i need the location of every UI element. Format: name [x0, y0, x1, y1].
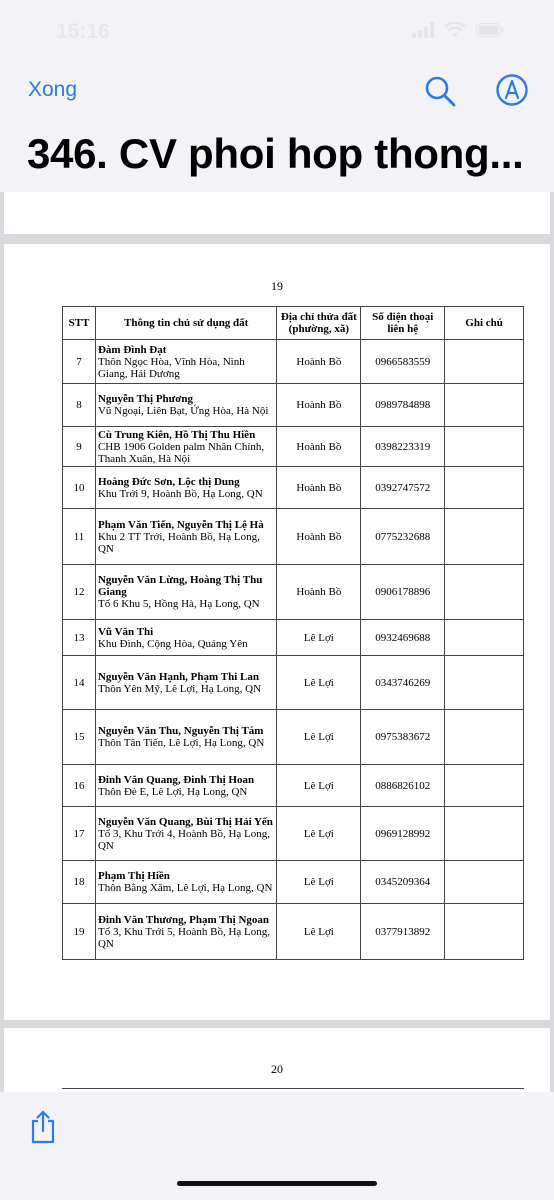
table-row: [63, 509, 524, 565]
cell-note: [445, 765, 524, 807]
cell-phone: 0343746269: [361, 656, 445, 710]
owner-name: Cù Trung Kiên, Hồ Thị Thu Hiền: [97, 428, 256, 441]
owner-name: Đinh Văn Quang, Đinh Thị Hoan: [97, 773, 255, 786]
cell-owner: [95, 467, 276, 509]
cell-owner: [95, 565, 276, 620]
cell-note: [445, 620, 524, 656]
cell-ward: Lê Lợi: [277, 861, 361, 904]
owner-address: Thôn Ngọc Hòa, Vĩnh Hòa, Ninh Giang, Hải Dương: [97, 355, 245, 380]
cell-ward: Lê Lợi: [277, 904, 361, 960]
cell-ward: Hoành Bồ: [277, 340, 361, 384]
cell-note: [445, 509, 524, 565]
cell-owner: [95, 710, 276, 765]
table-row: [63, 656, 524, 710]
table-header-row: [63, 307, 524, 340]
owner-address: Khu Đình, Cộng Hòa, Quảng Yên: [97, 637, 248, 650]
cell-owner: [95, 384, 276, 427]
wifi-icon: [444, 22, 466, 38]
table-row: [63, 807, 524, 861]
table-row: [63, 384, 524, 427]
cell-phone: 0966583559: [361, 340, 445, 384]
cell-stt: 9: [63, 427, 96, 467]
owner-address: Thôn Bằng Xăm, Lê Lợi, Hạ Long, QN: [97, 882, 273, 894]
cell-ward: Lê Lợi: [277, 620, 361, 656]
pdf-page-previous: [4, 192, 550, 234]
battery-icon: [476, 23, 504, 37]
pdf-viewer[interactable]: [0, 192, 554, 1092]
cell-owner: [95, 656, 276, 710]
markup-icon[interactable]: [495, 73, 529, 107]
cell-phone: 0989784898: [361, 384, 445, 427]
cell-owner: [95, 620, 276, 656]
owner-name: Nguyễn Thị Phương: [97, 393, 193, 405]
cell-stt: 7: [63, 340, 96, 384]
cell-owner: [95, 904, 276, 960]
page-number-next: 20: [271, 1062, 283, 1076]
cell-stt: 12: [63, 565, 96, 620]
cell-note: [445, 710, 524, 765]
owner-address: Tổ 3, Khu Trới 5, Hoành Bồ, Hạ Long, QN: [97, 925, 271, 950]
owner-name: Phạm Thị Hiền: [97, 870, 170, 882]
cell-phone: 0906178896: [361, 565, 445, 620]
owners-table: [62, 306, 524, 960]
nav-bar: [0, 66, 554, 118]
table-row: [63, 565, 524, 620]
cell-stt: 17: [63, 807, 96, 861]
owner-name: Nguyễn Văn Hạnh, Phạm Thi Lan: [97, 670, 259, 683]
table-row: [63, 467, 524, 509]
cell-owner: [95, 807, 276, 861]
cell-owner: [95, 340, 276, 384]
cell-phone: 0377913892: [361, 904, 445, 960]
cell-stt: 11: [63, 509, 96, 565]
table-row: [63, 620, 524, 656]
cell-stt: 10: [63, 467, 96, 509]
done-button[interactable]: Xong: [28, 78, 78, 101]
pdf-page-next: [4, 1028, 550, 1092]
cell-owner: [95, 427, 276, 467]
cell-ward: Hoành Bồ: [277, 565, 361, 620]
table-row: [63, 765, 524, 807]
owner-name: Đàm Đình Đạt: [97, 343, 167, 356]
owner-address: Khu Trới 9, Hoành Bồ, Hạ Long, QN: [97, 487, 263, 500]
cell-ward: Lê Lợi: [277, 656, 361, 710]
cell-owner: [95, 861, 276, 904]
cell-note: [445, 861, 524, 904]
cell-note: [445, 340, 524, 384]
cell-stt: 13: [63, 620, 96, 656]
header-note: Ghi chú: [445, 307, 524, 340]
owner-name: Vũ Văn Thi: [97, 625, 154, 638]
cell-phone: 0775232688: [361, 509, 445, 565]
cell-phone: 0969128992: [361, 807, 445, 861]
cell-note: [445, 467, 524, 509]
cell-phone: 0975383672: [361, 710, 445, 765]
page-number: 19: [271, 279, 283, 293]
cell-owner: [95, 509, 276, 565]
table-row: [63, 340, 524, 384]
search-icon[interactable]: [423, 74, 457, 108]
cell-note: [445, 565, 524, 620]
cell-note: [445, 807, 524, 861]
header-address: Địa chỉ thửa đất (phường, xã): [277, 307, 361, 340]
table-row: [63, 861, 524, 904]
share-icon[interactable]: [30, 1110, 56, 1144]
cell-stt: 16: [63, 765, 96, 807]
owner-name: Nguyễn Văn Quang, Bùi Thị Hải Yến: [97, 815, 273, 828]
cell-phone: 0398223319: [361, 427, 445, 467]
cell-phone: 0392747572: [361, 467, 445, 509]
owner-address: CHB 1906 Golden palm Nhân Chính, Thanh Xuân, Hà Nội: [97, 440, 265, 465]
owner-address: Tổ 6 Khu 5, Hồng Hà, Hạ Long, QN: [97, 598, 260, 610]
cell-ward: Hoành Bồ: [277, 509, 361, 565]
home-indicator[interactable]: [177, 1181, 377, 1186]
status-time: 15:16: [56, 20, 110, 43]
table-row: [63, 427, 524, 467]
owner-name: Đinh Văn Thương, Phạm Thị Ngoan: [97, 913, 270, 926]
owner-name: Hoàng Đức Sơn, Lộc thị Dung: [97, 475, 240, 488]
cell-note: [445, 384, 524, 427]
header-stt: STT: [63, 307, 96, 340]
cell-ward: Hoành Bồ: [277, 467, 361, 509]
pdf-page: [4, 244, 550, 1020]
owner-address: Thôn Tân Tiến, Lê Lợi, Hạ Long, QN: [97, 737, 265, 749]
signal-icon: [412, 22, 434, 38]
owner-address: Khu 2 TT Trới, Hoành Bồ, Hạ Long, QN: [97, 530, 260, 555]
cell-stt: 19: [63, 904, 96, 960]
header-owner: Thông tin chủ sử dụng đất: [95, 307, 276, 340]
cell-ward: Lê Lợi: [277, 710, 361, 765]
document-title: 346. CV phoi hop thong...: [27, 130, 524, 177]
owner-name: Nguyễn Văn Lừng, Hoàng Thị Thu Giang: [97, 574, 263, 598]
cell-stt: 18: [63, 861, 96, 904]
table-row: [63, 904, 524, 960]
cell-note: [445, 656, 524, 710]
owner-address: Tổ 3, Khu Trới 4, Hoành Bồ, Hạ Long, QN: [97, 827, 271, 852]
cell-ward: Hoành Bồ: [277, 384, 361, 427]
cell-phone: 0345209364: [361, 861, 445, 904]
cell-phone: 0932469688: [361, 620, 445, 656]
table-row: [63, 710, 524, 765]
cell-ward: Lê Lợi: [277, 765, 361, 807]
owner-name: Phạm Văn Tiến, Nguyễn Thị Lệ Hà: [97, 518, 264, 531]
cell-stt: 15: [63, 710, 96, 765]
owner-address: Vũ Ngoại, Liên Bạt, Ứng Hòa, Hà Nội: [97, 405, 269, 417]
owner-name: Nguyễn Văn Thu, Nguyễn Thị Tám: [97, 725, 264, 737]
cell-note: [445, 427, 524, 467]
owner-address: Thôn Đè E, Lê Lợi, Hạ Long, QN: [97, 785, 248, 798]
cell-note: [445, 904, 524, 960]
owner-address: Thôn Yên Mỹ, Lê Lợi, Hạ Long, QN: [97, 682, 262, 695]
status-icons: [412, 22, 504, 38]
cell-stt: 14: [63, 656, 96, 710]
cell-phone: 0886826102: [361, 765, 445, 807]
cell-ward: Hoành Bồ: [277, 427, 361, 467]
status-bar: [0, 0, 554, 66]
cell-owner: [95, 765, 276, 807]
cell-ward: Lê Lợi: [277, 807, 361, 861]
header-phone: Số điện thoại liên hệ: [361, 307, 445, 340]
cell-stt: 8: [63, 384, 96, 427]
